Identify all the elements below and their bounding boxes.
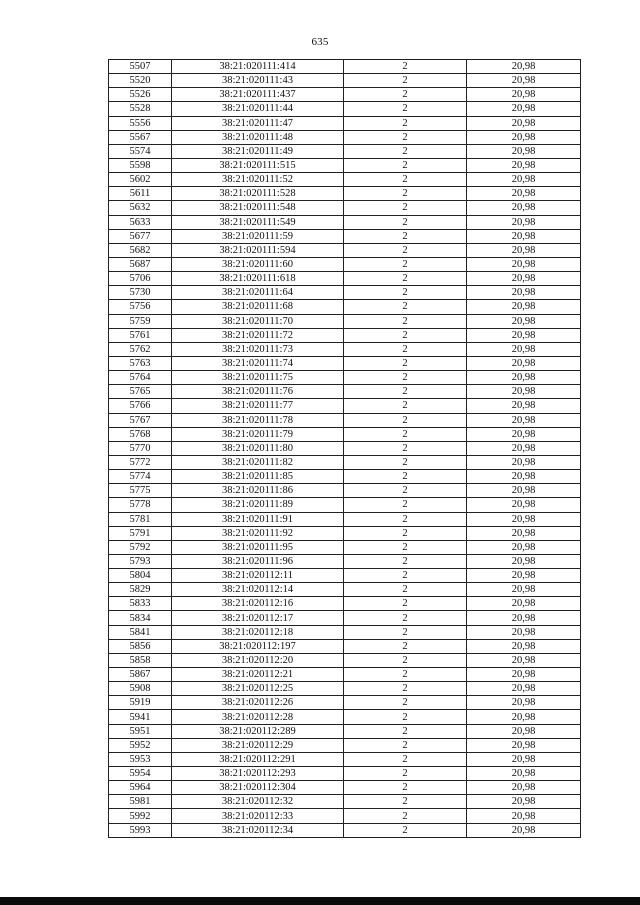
- cadastral-number-cell: 38:21:020112:21: [172, 668, 344, 682]
- row-number-cell: 5765: [109, 385, 172, 399]
- row-number-cell: 5941: [109, 710, 172, 724]
- value-cell: 20,98: [467, 653, 581, 667]
- row-number-cell: 5682: [109, 243, 172, 257]
- value-cell: 20,98: [467, 668, 581, 682]
- row-number-cell: 5834: [109, 611, 172, 625]
- count-cell: 2: [344, 781, 467, 795]
- row-number-cell: 5856: [109, 639, 172, 653]
- value-cell: 20,98: [467, 625, 581, 639]
- table-row: [109, 781, 581, 795]
- table-row: [109, 526, 581, 540]
- row-number-cell: 5556: [109, 116, 172, 130]
- count-cell: 2: [344, 371, 467, 385]
- cadastral-number-cell: 38:21:020111:515: [172, 158, 344, 172]
- table-row: [109, 441, 581, 455]
- cadastral-number-cell: 38:21:020112:26: [172, 696, 344, 710]
- table-row: [109, 399, 581, 413]
- cadastral-number-cell: 38:21:020112:197: [172, 639, 344, 653]
- count-cell: 2: [344, 102, 467, 116]
- data-table: [108, 59, 581, 838]
- row-number-cell: 5829: [109, 583, 172, 597]
- cadastral-number-cell: 38:21:020111:95: [172, 540, 344, 554]
- count-cell: 2: [344, 144, 467, 158]
- value-cell: 20,98: [467, 554, 581, 568]
- count-cell: 2: [344, 738, 467, 752]
- count-cell: 2: [344, 611, 467, 625]
- row-number-cell: 5774: [109, 470, 172, 484]
- row-number-cell: 5791: [109, 526, 172, 540]
- count-cell: 2: [344, 484, 467, 498]
- table-row: [109, 696, 581, 710]
- value-cell: 20,98: [467, 470, 581, 484]
- value-cell: 20,98: [467, 597, 581, 611]
- row-number-cell: 5804: [109, 569, 172, 583]
- row-number-cell: 5793: [109, 554, 172, 568]
- value-cell: 20,98: [467, 583, 581, 597]
- cadastral-number-cell: 38:21:020111:44: [172, 102, 344, 116]
- count-cell: 2: [344, 583, 467, 597]
- table-row: [109, 710, 581, 724]
- row-number-cell: 5766: [109, 399, 172, 413]
- value-cell: 20,98: [467, 328, 581, 342]
- table-row: [109, 300, 581, 314]
- row-number-cell: 5953: [109, 752, 172, 766]
- table-row: [109, 484, 581, 498]
- value-cell: 20,98: [467, 413, 581, 427]
- row-number-cell: 5908: [109, 682, 172, 696]
- count-cell: 2: [344, 639, 467, 653]
- cadastral-number-cell: 38:21:020111:43: [172, 74, 344, 88]
- cadastral-number-cell: 38:21:020112:29: [172, 738, 344, 752]
- table-row: [109, 795, 581, 809]
- table-row: [109, 597, 581, 611]
- data-table-container: [108, 59, 580, 838]
- table-row: [109, 823, 581, 837]
- cadastral-number-cell: 38:21:020111:80: [172, 441, 344, 455]
- value-cell: 20,98: [467, 724, 581, 738]
- count-cell: 2: [344, 88, 467, 102]
- value-cell: 20,98: [467, 611, 581, 625]
- table-row: [109, 682, 581, 696]
- value-cell: 20,98: [467, 243, 581, 257]
- count-cell: 2: [344, 130, 467, 144]
- table-row: [109, 257, 581, 271]
- cadastral-number-cell: 38:21:020111:76: [172, 385, 344, 399]
- row-number-cell: 5768: [109, 427, 172, 441]
- value-cell: 20,98: [467, 187, 581, 201]
- row-number-cell: 5833: [109, 597, 172, 611]
- row-number-cell: 5730: [109, 286, 172, 300]
- table-row: [109, 88, 581, 102]
- table-row: [109, 413, 581, 427]
- row-number-cell: 5574: [109, 144, 172, 158]
- cadastral-number-cell: 38:21:020112:16: [172, 597, 344, 611]
- row-number-cell: 5687: [109, 257, 172, 271]
- table-row: [109, 102, 581, 116]
- table-row: [109, 455, 581, 469]
- row-number-cell: 5858: [109, 653, 172, 667]
- count-cell: 2: [344, 385, 467, 399]
- value-cell: 20,98: [467, 682, 581, 696]
- value-cell: 20,98: [467, 286, 581, 300]
- count-cell: 2: [344, 356, 467, 370]
- row-number-cell: 5919: [109, 696, 172, 710]
- cadastral-number-cell: 38:21:020111:79: [172, 427, 344, 441]
- table-row: [109, 569, 581, 583]
- row-number-cell: 5770: [109, 441, 172, 455]
- row-number-cell: 5964: [109, 781, 172, 795]
- value-cell: 20,98: [467, 215, 581, 229]
- row-number-cell: 5981: [109, 795, 172, 809]
- value-cell: 20,98: [467, 229, 581, 243]
- table-row: [109, 470, 581, 484]
- row-number-cell: 5781: [109, 512, 172, 526]
- count-cell: 2: [344, 498, 467, 512]
- value-cell: 20,98: [467, 455, 581, 469]
- table-body: [109, 60, 581, 838]
- table-row: [109, 314, 581, 328]
- value-cell: 20,98: [467, 569, 581, 583]
- count-cell: 2: [344, 526, 467, 540]
- count-cell: 2: [344, 809, 467, 823]
- count-cell: 2: [344, 215, 467, 229]
- value-cell: 20,98: [467, 710, 581, 724]
- cadastral-number-cell: 38:21:020112:14: [172, 583, 344, 597]
- cadastral-number-cell: 38:21:020112:33: [172, 809, 344, 823]
- table-row: [109, 243, 581, 257]
- table-row: [109, 144, 581, 158]
- cadastral-number-cell: 38:21:020111:548: [172, 201, 344, 215]
- row-number-cell: 5952: [109, 738, 172, 752]
- row-number-cell: 5528: [109, 102, 172, 116]
- value-cell: 20,98: [467, 74, 581, 88]
- cadastral-number-cell: 38:21:020111:528: [172, 187, 344, 201]
- value-cell: 20,98: [467, 795, 581, 809]
- cadastral-number-cell: 38:21:020111:74: [172, 356, 344, 370]
- table-row: [109, 498, 581, 512]
- row-number-cell: 5841: [109, 625, 172, 639]
- table-row: [109, 540, 581, 554]
- count-cell: 2: [344, 455, 467, 469]
- count-cell: 2: [344, 441, 467, 455]
- table-row: [109, 328, 581, 342]
- count-cell: 2: [344, 724, 467, 738]
- count-cell: 2: [344, 767, 467, 781]
- value-cell: 20,98: [467, 371, 581, 385]
- cadastral-number-cell: 38:21:020111:73: [172, 342, 344, 356]
- value-cell: 20,98: [467, 399, 581, 413]
- cadastral-number-cell: 38:21:020111:549: [172, 215, 344, 229]
- cadastral-number-cell: 38:21:020111:77: [172, 399, 344, 413]
- table-row: [109, 356, 581, 370]
- row-number-cell: 5706: [109, 272, 172, 286]
- cadastral-number-cell: 38:21:020111:96: [172, 554, 344, 568]
- table-row: [109, 767, 581, 781]
- value-cell: 20,98: [467, 102, 581, 116]
- table-row: [109, 229, 581, 243]
- count-cell: 2: [344, 173, 467, 187]
- table-row: [109, 752, 581, 766]
- value-cell: 20,98: [467, 130, 581, 144]
- cadastral-number-cell: 38:21:020111:86: [172, 484, 344, 498]
- row-number-cell: 5677: [109, 229, 172, 243]
- table-row: [109, 653, 581, 667]
- cadastral-number-cell: 38:21:020112:18: [172, 625, 344, 639]
- cadastral-number-cell: 38:21:020111:78: [172, 413, 344, 427]
- table-row: [109, 60, 581, 74]
- table-row: [109, 512, 581, 526]
- cadastral-number-cell: 38:21:020111:68: [172, 300, 344, 314]
- cadastral-number-cell: 38:21:020112:28: [172, 710, 344, 724]
- count-cell: 2: [344, 243, 467, 257]
- value-cell: 20,98: [467, 639, 581, 653]
- row-number-cell: 5954: [109, 767, 172, 781]
- count-cell: 2: [344, 74, 467, 88]
- table-row: [109, 272, 581, 286]
- row-number-cell: 5775: [109, 484, 172, 498]
- cadastral-number-cell: 38:21:020111:48: [172, 130, 344, 144]
- row-number-cell: 5762: [109, 342, 172, 356]
- value-cell: 20,98: [467, 201, 581, 215]
- value-cell: 20,98: [467, 540, 581, 554]
- value-cell: 20,98: [467, 300, 581, 314]
- value-cell: 20,98: [467, 158, 581, 172]
- value-cell: 20,98: [467, 116, 581, 130]
- value-cell: 20,98: [467, 385, 581, 399]
- table-row: [109, 215, 581, 229]
- table-row: [109, 809, 581, 823]
- cadastral-number-cell: 38:21:020111:47: [172, 116, 344, 130]
- count-cell: 2: [344, 399, 467, 413]
- value-cell: 20,98: [467, 441, 581, 455]
- value-cell: 20,98: [467, 498, 581, 512]
- row-number-cell: 5520: [109, 74, 172, 88]
- table-row: [109, 385, 581, 399]
- value-cell: 20,98: [467, 512, 581, 526]
- table-row: [109, 342, 581, 356]
- count-cell: 2: [344, 158, 467, 172]
- table-row: [109, 724, 581, 738]
- row-number-cell: 5992: [109, 809, 172, 823]
- row-number-cell: 5764: [109, 371, 172, 385]
- row-number-cell: 5633: [109, 215, 172, 229]
- cadastral-number-cell: 38:21:020112:291: [172, 752, 344, 766]
- table-row: [109, 74, 581, 88]
- row-number-cell: 5598: [109, 158, 172, 172]
- cadastral-number-cell: 38:21:020111:618: [172, 272, 344, 286]
- cadastral-number-cell: 38:21:020111:52: [172, 173, 344, 187]
- value-cell: 20,98: [467, 484, 581, 498]
- table-row: [109, 130, 581, 144]
- cadastral-number-cell: 38:21:020111:414: [172, 60, 344, 74]
- table-row: [109, 668, 581, 682]
- table-row: [109, 173, 581, 187]
- value-cell: 20,98: [467, 342, 581, 356]
- cadastral-number-cell: 38:21:020112:304: [172, 781, 344, 795]
- cadastral-number-cell: 38:21:020112:289: [172, 724, 344, 738]
- cadastral-number-cell: 38:21:020112:20: [172, 653, 344, 667]
- cadastral-number-cell: 38:21:020111:91: [172, 512, 344, 526]
- count-cell: 2: [344, 427, 467, 441]
- row-number-cell: 5778: [109, 498, 172, 512]
- count-cell: 2: [344, 328, 467, 342]
- cadastral-number-cell: 38:21:020111:85: [172, 470, 344, 484]
- value-cell: 20,98: [467, 356, 581, 370]
- cadastral-number-cell: 38:21:020111:75: [172, 371, 344, 385]
- count-cell: 2: [344, 682, 467, 696]
- count-cell: 2: [344, 653, 467, 667]
- count-cell: 2: [344, 597, 467, 611]
- row-number-cell: 5993: [109, 823, 172, 837]
- count-cell: 2: [344, 569, 467, 583]
- count-cell: 2: [344, 413, 467, 427]
- row-number-cell: 5761: [109, 328, 172, 342]
- table-row: [109, 611, 581, 625]
- count-cell: 2: [344, 300, 467, 314]
- cadastral-number-cell: 38:21:020112:34: [172, 823, 344, 837]
- cadastral-number-cell: 38:21:020111:82: [172, 455, 344, 469]
- cadastral-number-cell: 38:21:020111:437: [172, 88, 344, 102]
- row-number-cell: 5759: [109, 314, 172, 328]
- value-cell: 20,98: [467, 88, 581, 102]
- count-cell: 2: [344, 229, 467, 243]
- table-row: [109, 583, 581, 597]
- count-cell: 2: [344, 696, 467, 710]
- count-cell: 2: [344, 60, 467, 74]
- cadastral-number-cell: 38:21:020112:293: [172, 767, 344, 781]
- table-row: [109, 639, 581, 653]
- cadastral-number-cell: 38:21:020112:11: [172, 569, 344, 583]
- cadastral-number-cell: 38:21:020111:89: [172, 498, 344, 512]
- cadastral-number-cell: 38:21:020112:25: [172, 682, 344, 696]
- value-cell: 20,98: [467, 257, 581, 271]
- cadastral-number-cell: 38:21:020111:59: [172, 229, 344, 243]
- table-row: [109, 187, 581, 201]
- row-number-cell: 5602: [109, 173, 172, 187]
- row-number-cell: 5756: [109, 300, 172, 314]
- value-cell: 20,98: [467, 526, 581, 540]
- table-row: [109, 286, 581, 300]
- row-number-cell: 5567: [109, 130, 172, 144]
- row-number-cell: 5507: [109, 60, 172, 74]
- value-cell: 20,98: [467, 272, 581, 286]
- row-number-cell: 5763: [109, 356, 172, 370]
- count-cell: 2: [344, 554, 467, 568]
- cadastral-number-cell: 38:21:020111:92: [172, 526, 344, 540]
- count-cell: 2: [344, 116, 467, 130]
- table-row: [109, 554, 581, 568]
- table-row: [109, 427, 581, 441]
- cadastral-number-cell: 38:21:020111:70: [172, 314, 344, 328]
- value-cell: 20,98: [467, 173, 581, 187]
- cadastral-number-cell: 38:21:020111:64: [172, 286, 344, 300]
- table-row: [109, 371, 581, 385]
- value-cell: 20,98: [467, 696, 581, 710]
- count-cell: 2: [344, 470, 467, 484]
- count-cell: 2: [344, 187, 467, 201]
- row-number-cell: 5867: [109, 668, 172, 682]
- scan-edge-bar: [0, 897, 640, 905]
- count-cell: 2: [344, 314, 467, 328]
- table-row: [109, 116, 581, 130]
- count-cell: 2: [344, 272, 467, 286]
- count-cell: 2: [344, 668, 467, 682]
- cadastral-number-cell: 38:21:020111:49: [172, 144, 344, 158]
- page-number: 635: [311, 36, 329, 48]
- count-cell: 2: [344, 540, 467, 554]
- count-cell: 2: [344, 286, 467, 300]
- table-row: [109, 158, 581, 172]
- count-cell: 2: [344, 823, 467, 837]
- row-number-cell: 5611: [109, 187, 172, 201]
- count-cell: 2: [344, 710, 467, 724]
- cadastral-number-cell: 38:21:020112:17: [172, 611, 344, 625]
- count-cell: 2: [344, 257, 467, 271]
- row-number-cell: 5792: [109, 540, 172, 554]
- value-cell: 20,98: [467, 144, 581, 158]
- value-cell: 20,98: [467, 427, 581, 441]
- value-cell: 20,98: [467, 738, 581, 752]
- cadastral-number-cell: 38:21:020111:72: [172, 328, 344, 342]
- cadastral-number-cell: 38:21:020111:60: [172, 257, 344, 271]
- row-number-cell: 5526: [109, 88, 172, 102]
- row-number-cell: 5951: [109, 724, 172, 738]
- count-cell: 2: [344, 201, 467, 215]
- row-number-cell: 5767: [109, 413, 172, 427]
- row-number-cell: 5632: [109, 201, 172, 215]
- table-row: [109, 625, 581, 639]
- cadastral-number-cell: 38:21:020112:32: [172, 795, 344, 809]
- count-cell: 2: [344, 512, 467, 526]
- value-cell: 20,98: [467, 809, 581, 823]
- row-number-cell: 5772: [109, 455, 172, 469]
- value-cell: 20,98: [467, 781, 581, 795]
- count-cell: 2: [344, 795, 467, 809]
- value-cell: 20,98: [467, 60, 581, 74]
- table-row: [109, 201, 581, 215]
- count-cell: 2: [344, 625, 467, 639]
- value-cell: 20,98: [467, 767, 581, 781]
- count-cell: 2: [344, 752, 467, 766]
- value-cell: 20,98: [467, 752, 581, 766]
- cadastral-number-cell: 38:21:020111:594: [172, 243, 344, 257]
- table-row: [109, 738, 581, 752]
- value-cell: 20,98: [467, 823, 581, 837]
- value-cell: 20,98: [467, 314, 581, 328]
- count-cell: 2: [344, 342, 467, 356]
